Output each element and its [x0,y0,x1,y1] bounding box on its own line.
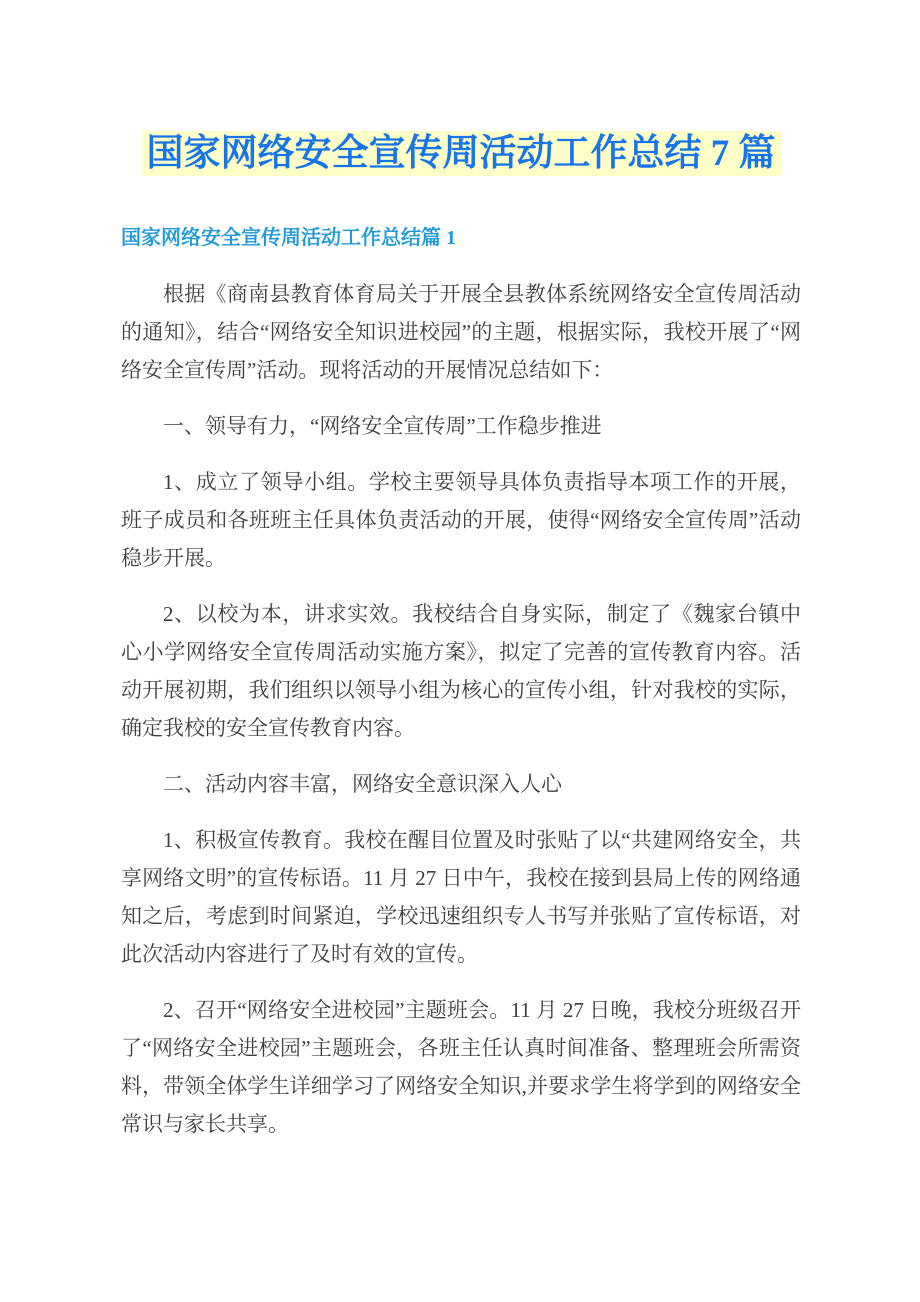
paragraph: 二、活动内容丰富，网络安全意识深入人心 [163,772,562,796]
paragraph: 1、成立了领导小组。学校主要领导具体负责指导本项工作的开展，班子成员和各班班主任具体负责活动的开展，使得“网络安全宣传周”活动稳步开展。 [121,470,801,570]
paragraph: 一、领导有力，“网络安全宣传周”工作稳步推进 [163,414,602,438]
paragraph: 1、积极宣传教育。我校在醒目位置及时张贴了以“共建网络安全，共享网络文明”的宣传标语。11 月 27 日中午，我校在接到县局上传的网络通知之后，考虑到时间紧迫，学校迅速组织专人书写并张贴了宣传标语，对此次活动内容进行了及时有效的宣传。 [121,828,801,966]
document-title [121,130,801,178]
paragraph: 2、以校为本，讲求实效。我校结合自身实际，制定了《魏家台镇中心小学网络安全宣传周活动实施方案》，拟定了完善的宣传教育内容。活动开展初期，我们组织以领导小组为核心的宣传小组，针对我校的实际，确定我校的安全宣传教育内容。 [121,602,801,740]
paragraph: 根据《商南县教育体育局关于开展全县教体系统网络安全宣传周活动的通知》，结合“网络安全知识进校园”的主题，根据实际，我校开展了“网络安全宣传周”活动。现将活动的开展情况总结如下： [121,282,801,382]
document-title-highlight: 国家网络安全宣传周活动工作总结 7 篇 [141,131,782,176]
section-heading: 国家网络安全宣传周活动工作总结篇 1 [121,227,456,249]
paragraph: 2、召开“网络安全进校园”主题班会。11 月 27 日晚，我校分班级召开了“网络安全进校园”主题班会，各班主任认真时间准备、整理班会所需资料，带领全体学生详细学习了网络安全知识,并要求学生将学到的网络安全常识与家长共享。 [121,998,801,1136]
